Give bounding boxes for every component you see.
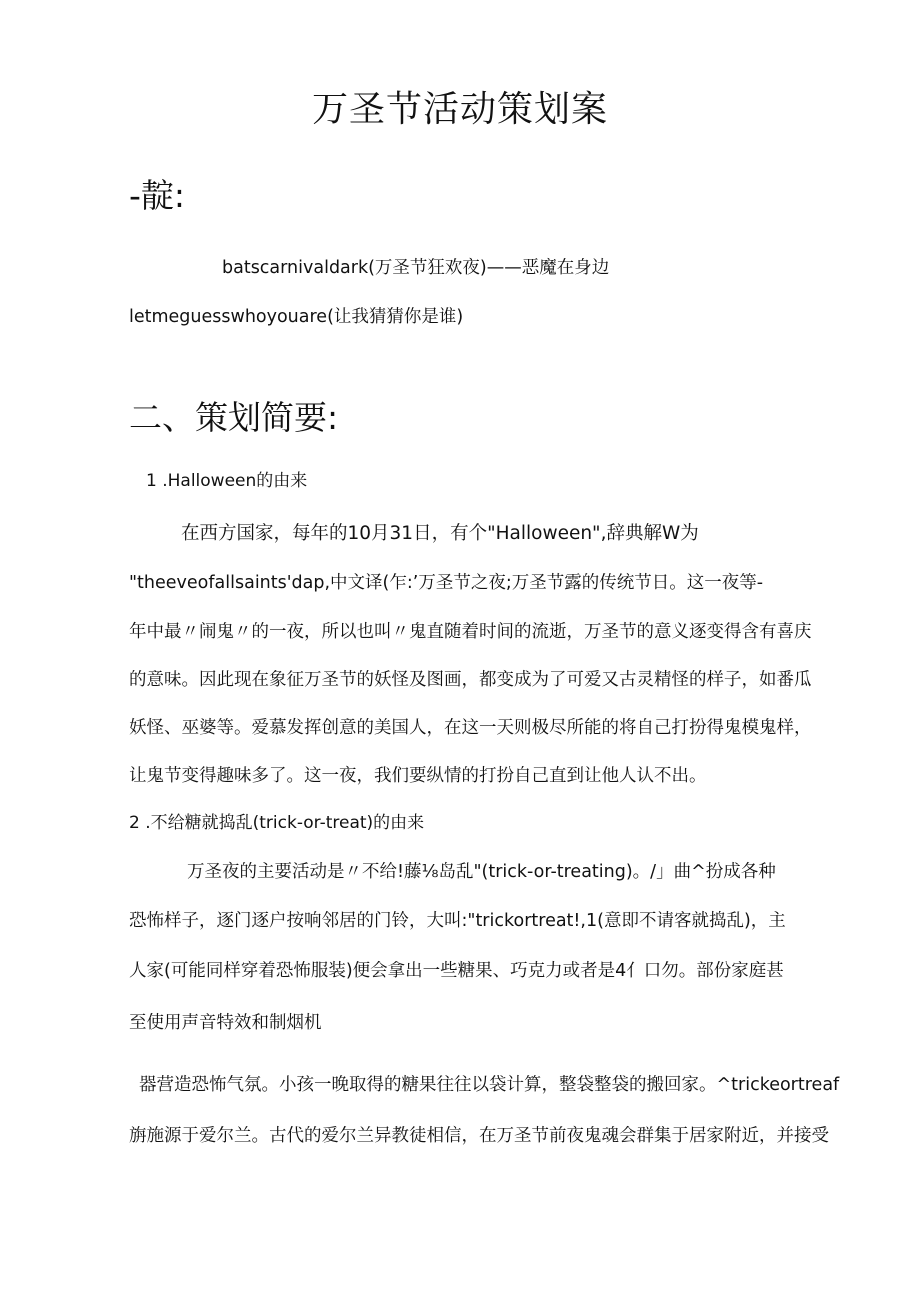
document-title: 万圣节活动策划案: [311, 89, 609, 130]
paragraph-2-line: 人家(可能同样穿着恐怖服装)便会拿出一些糖果、巧克力或者是4亻口勿。部份家庭甚: [129, 961, 784, 981]
paragraph-1-line: 的意味。因此现在象征万圣节的妖怪及图画，都变成为了可爱又古灵精怪的样子，如番瓜: [129, 670, 812, 690]
paragraph-1-line: 妖怪、巫婆等。爱慕发挥创意的美国人，在这一天则极尽所能的将自己打扮得鬼模鬼样，: [129, 718, 812, 738]
paragraph-2-line: 万圣夜的主要活动是〃不给!藤⅛岛乱"(trick-or-treating)。/」曲^扮成各种: [187, 862, 776, 882]
subsection-2-title: 2 .不给糖就捣乱(trick-or-treat)的由来: [129, 813, 425, 833]
section-one-heading: -靛:: [129, 176, 186, 215]
section-two-heading: 二、策划简要:: [129, 398, 339, 437]
paragraph-1-line: 在西方国家，每年的10月31日，有个"Halloween",辞典解W为: [181, 523, 699, 544]
theme-line-1: batscarnivaldark(万圣节狂欢夜)——恶魔在身边: [222, 258, 610, 278]
theme-line-2: letmeguesswhoyouare(让我猜猜你是谁): [129, 307, 464, 327]
paragraph-2-line: 器营造恐怖气氛。小孩一晚取得的糖果往往以袋计算，整袋整袋的搬回家。^trickeortreaf: [139, 1075, 840, 1095]
paragraph-1-line: 年中最〃闹鬼〃的一夜，所以也叫〃鬼直随着时间的流逝，万圣节的意义逐变得含有喜庆: [129, 622, 812, 642]
paragraph-1-line: 让鬼节变得趣味多了。这一夜，我们要纵情的打扮自己直到让他人认不出。: [129, 766, 707, 786]
paragraph-1-line: "theeveofallsaints'dap,中文译(乍:’万圣节之夜;万圣节露的传统节日。这一夜等-: [129, 573, 764, 593]
paragraph-2-line: 恐怖样子，逐门逐户按响邻居的门铃，大叫:"trickortreat!,1(意即不请客就捣乱)，主: [129, 911, 786, 931]
paragraph-2-line: 旃施源于爱尔兰。古代的爱尔兰异教徒相信，在万圣节前夜鬼魂会群集于居家附近，并接受: [129, 1126, 829, 1146]
paragraph-2-line: 至使用声音特效和制烟机: [129, 1013, 322, 1033]
subsection-1-title: 1 .Halloween的由来: [146, 471, 308, 491]
